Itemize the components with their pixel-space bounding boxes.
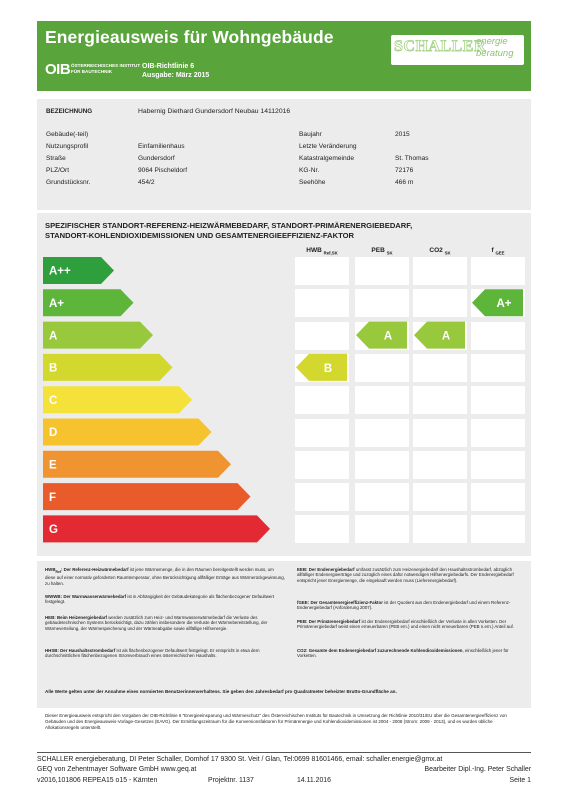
energy-class-bar-c <box>43 386 192 413</box>
legend-eeb-abbr: EEB: <box>297 567 308 572</box>
legend-co2-term: Gesamte dem Endenergiebedarf zuzurechnende Kohlendioxidemissionen <box>308 648 463 653</box>
bezeichnung-label: BEZEICHNUNG <box>46 108 93 115</box>
info-value: St. Thomas <box>395 155 429 162</box>
energy-class-label: G <box>49 524 58 537</box>
column-header-sub: SK <box>386 250 393 256</box>
legend-hwb-text: ist jene Wärmemenge, die in den Räumen bereitgestellt werden muss, um diese auf einer normativ geforderten Raumtemperatur, ohne Berücksichtigung allfälliger Erträge aus Wärmerückgewinnung, zu halten. <box>45 567 285 586</box>
info-label: Grundstücksnr. <box>46 179 91 186</box>
oib-logo-text: OIB <box>45 61 71 78</box>
legend-hhsb-abbr: HHSB: <box>45 648 59 653</box>
energy-rating-panel <box>37 213 531 556</box>
energy-class-label: A++ <box>49 265 71 278</box>
legend-heb-text: werden zusätzlich zum Heiz- und Warmwasserwärmebedarf die Verluste des gebäudetechnischen Systems berücksichtigt, dazu zählen insbesondere die Verluste der Wärmebereitstellung, der Wärmeverteilung, der Wärmespeicherung und der Wärmeabgabe sowie allfällige Hilfsenergie. <box>45 615 268 631</box>
schaller-logo-tagline <box>476 36 514 60</box>
energy-class-bar-b <box>43 354 173 381</box>
footer-projektnr: Projektnr. 1137 <box>208 777 254 784</box>
legend-co2-abbr: CO2: <box>297 648 308 653</box>
footer-software-line: GEQ von Zehentmayer Software GmbH www.geq.at <box>37 766 197 773</box>
energy-class-bar-a <box>43 322 153 349</box>
legend-hwb-term: Der Referenz-Heizwärmebedarf <box>63 567 129 572</box>
energy-class-bar-g <box>43 515 270 542</box>
rating-arrow-hwb <box>296 354 347 381</box>
legend-peb <box>297 619 525 630</box>
legend-hhsb <box>45 648 285 659</box>
legend-eeb <box>297 567 525 583</box>
energy-class-bar-e <box>43 451 231 478</box>
legend-hhsb-term: Der Haushaltsstrombedarf <box>60 648 116 653</box>
energy-class-label: D <box>49 427 58 440</box>
document-title: Energieausweis für Wohngebäude <box>45 27 334 47</box>
legend-wwwb-term: Der Warmwasserwärmebedarf <box>63 594 127 599</box>
schaller-logo-tag-2: beratung <box>476 48 514 59</box>
footer-divider <box>37 752 531 753</box>
legend-co2 <box>297 648 525 659</box>
footer-date: 14.11.2016 <box>297 777 331 784</box>
column-header-main: CO2 <box>429 247 443 254</box>
bezeichnung-value: Habernig Diethard Gundersdorf Neubau 14112016 <box>138 108 291 115</box>
column-header-main: PEB <box>371 247 385 254</box>
info-value: 2015 <box>395 131 410 138</box>
legend-eeb-term: Der Endenergiebedarf <box>308 567 355 572</box>
legend-hwb-abbr: HWB <box>45 567 56 572</box>
legend-fgee-term: Der Gesamtenergieeffizienz-Faktor <box>310 600 383 605</box>
schaller-logo <box>391 35 524 65</box>
energy-class-label: A <box>49 330 58 343</box>
info-value: Gundersdorf <box>138 155 175 162</box>
oib-logo-subtext: ÖSTERREICHISCHES INSTITUT FÜR BAUTECHNIK <box>71 63 141 74</box>
definitions-legend <box>37 561 531 708</box>
legend-co2-text: , einschließlich jener für Vorketten. <box>297 648 509 659</box>
info-label: Straße <box>46 155 66 162</box>
legend-wwwb <box>45 594 285 605</box>
rating-arrow-label: A <box>441 330 451 343</box>
legend-fgee-text: ist der Quotient aus dem Endenergiebedarf und einem Referenz-Endenergiebedarf (Anforderung 2007). <box>297 600 511 611</box>
building-info-panel <box>37 99 531 210</box>
info-label: Gebäude(-teil) <box>46 131 89 138</box>
legend-heb-abbr: HEB: <box>45 615 56 620</box>
footer-page: Seite 1 <box>509 777 531 784</box>
energy-class-label: E <box>49 459 57 472</box>
energy-title-line-2: STANDORT-KOHLENDIOXIDEMISSIONEN UND GESAMTENERGIEEFFIZIENZ-FAKTOR <box>45 231 354 240</box>
footer-bearbeiter: Bearbeiter Dipl.-Ing. Peter Schaller <box>424 766 531 773</box>
energy-class-label: F <box>49 491 57 504</box>
legal-notice: Dieser Energieausweis entspricht den Vorgaben der OIB-Richtlinie 6 "Energieeinsparung und Wärmeschutz" des Österreichischen Instituts für Bautechnik in Umsetzung der Richtlinie 2010/31/EU über die Gesamtenergieeffizienz von Gebäuden und des Energieausweis-Vorlage-Gesetzes (EAVG). Der Ermittlungszeitraum für die Konversionsfaktoren für Primärenergie und Kohlendioxidemissionen ist 2004 - 2008 (Strom: 2009 - 2013), und es wurden übliche Allokationsregeln unterstellt. <box>45 713 507 730</box>
header-banner <box>37 21 531 91</box>
column-header-main: HWB <box>306 247 322 254</box>
info-label: Letzte Veränderung <box>299 143 357 150</box>
info-label: KG-Nr. <box>299 167 320 174</box>
column-header-main: f <box>491 247 494 254</box>
legend-hwb-abbr-sub: Ref <box>55 569 61 574</box>
info-value: 466 m <box>395 179 414 186</box>
energy-class-bar-f <box>43 483 251 510</box>
oib-logo <box>45 61 141 79</box>
info-label: Baujahr <box>299 131 322 138</box>
legend-footnote: Alle Werte gelten unter der Annahme eines normierten Benutzerinnenverhaltens. Sie geben den Jahresbedarf pro Quadratmeter beheizter Brutto-Grundfläche an. <box>45 689 397 694</box>
info-label: Katastralgemeinde <box>299 155 354 162</box>
energy-class-label: C <box>49 394 58 407</box>
legend-hhsb-text: ist als flächenbezogener Defaultwert festgelegt. Er entspricht in etwa dem durchschnittlichen flächenbezogenen Stromverbrauch eines österreichischen Haushalts. <box>45 648 260 659</box>
richtlinie-name: OIB-Richtlinie 6 <box>142 63 195 70</box>
info-value: Einfamilienhaus <box>138 143 185 150</box>
legend-peb-abbr: PEB: <box>297 619 308 624</box>
schaller-logo-name: SCHALLER <box>394 38 487 55</box>
legend-fgee <box>297 600 525 611</box>
energy-class-label: B <box>49 362 58 375</box>
rating-arrow-co2 <box>414 322 465 349</box>
rating-arrow-label: A <box>383 330 393 343</box>
legend-heb-term: Beim Heizenergiebedarf <box>56 615 107 620</box>
info-label: PLZ/Ort <box>46 167 70 174</box>
richtlinie-ausgabe: Ausgabe: März 2015 <box>142 72 210 79</box>
legend-peb-term: Der Primärenergiebedarf <box>308 619 361 624</box>
legend-peb-text: ist der Endenergiebedarf einschließlich der Verluste in allen Vorketten. Der Primärenergiebedarf weist einen erneuerbaren (PEB ern.) und einen nicht erneuerbaren (PEB n.ern.) Anteil auf. <box>297 619 514 630</box>
info-label: Nutzungsprofil <box>46 143 89 150</box>
energy-class-label: A+ <box>49 298 65 310</box>
energy-title-line-1: SPEZIFISCHER STANDORT-REFERENZ-HEIZWÄRMEBEDARF, STANDORT-PRIMÄRENERGIEBEDARF, <box>45 221 413 230</box>
rating-arrow-peb <box>356 322 407 349</box>
energy-class-scale <box>37 213 531 556</box>
info-value: 72176 <box>395 167 414 174</box>
info-label: Seehöhe <box>299 179 326 186</box>
legend-wwwb-abbr: WWWB: <box>45 594 63 599</box>
rating-arrow-label: A+ <box>496 298 512 311</box>
info-value: 454/2 <box>138 179 155 186</box>
rating-arrow-label: B <box>323 362 333 375</box>
legend-hwb: $HWB_{Ref}$: Der Referenz-Heizwärmebedarf ist jene Wärmemenge, die in den Räumen bereitgestellt werden muss, um diese auf einer normativ geforderten Raumtemperatur, ohne Berücksichtigung allfälliger Erträge aus Wärmerückgewinnung, zu halten. <box>45 567 285 586</box>
column-header-sub: GEE <box>495 250 505 256</box>
legend-fgee-abbr: fGEE: <box>297 600 310 605</box>
info-value: 9064 Pischeldorf <box>138 167 188 174</box>
footer-company-line: SCHALLER energieberatung, DI Peter Schaller, Domhof 17 9300 St. Veit / Glan, Tel:0699 81601466, email: schaller.energie@gmx.at <box>37 756 443 763</box>
energy-class-bar-d <box>43 419 212 446</box>
schaller-logo-tag-1: energie <box>476 36 508 47</box>
legend-wwwb-text: ist in Abhängigkeit der Gebäudekategorie als flächenbezogener Defaultwert festgelegt. <box>45 594 275 605</box>
column-header-sub: Ref,SK <box>323 250 338 256</box>
column-header-sub: SK <box>444 250 451 256</box>
legend-heb <box>45 615 285 631</box>
richtlinie-info <box>142 62 209 80</box>
footer-version: v2016,101806 REPEA15 o15 - Kärnten <box>37 777 158 784</box>
legend-eeb-text: umfasst zusätzlich zum Heizenergiebedarf den Haushaltsstrombedarf, abzüglich allfälliger Endenergieerträge und zuzüglich eines dafür notwendigen Hilfsenergiebedarfs. Der Endenergiebedarf entspricht jener Energiemenge, die eingekauft werden muss (Lieferenergiebedarf). <box>297 567 514 583</box>
